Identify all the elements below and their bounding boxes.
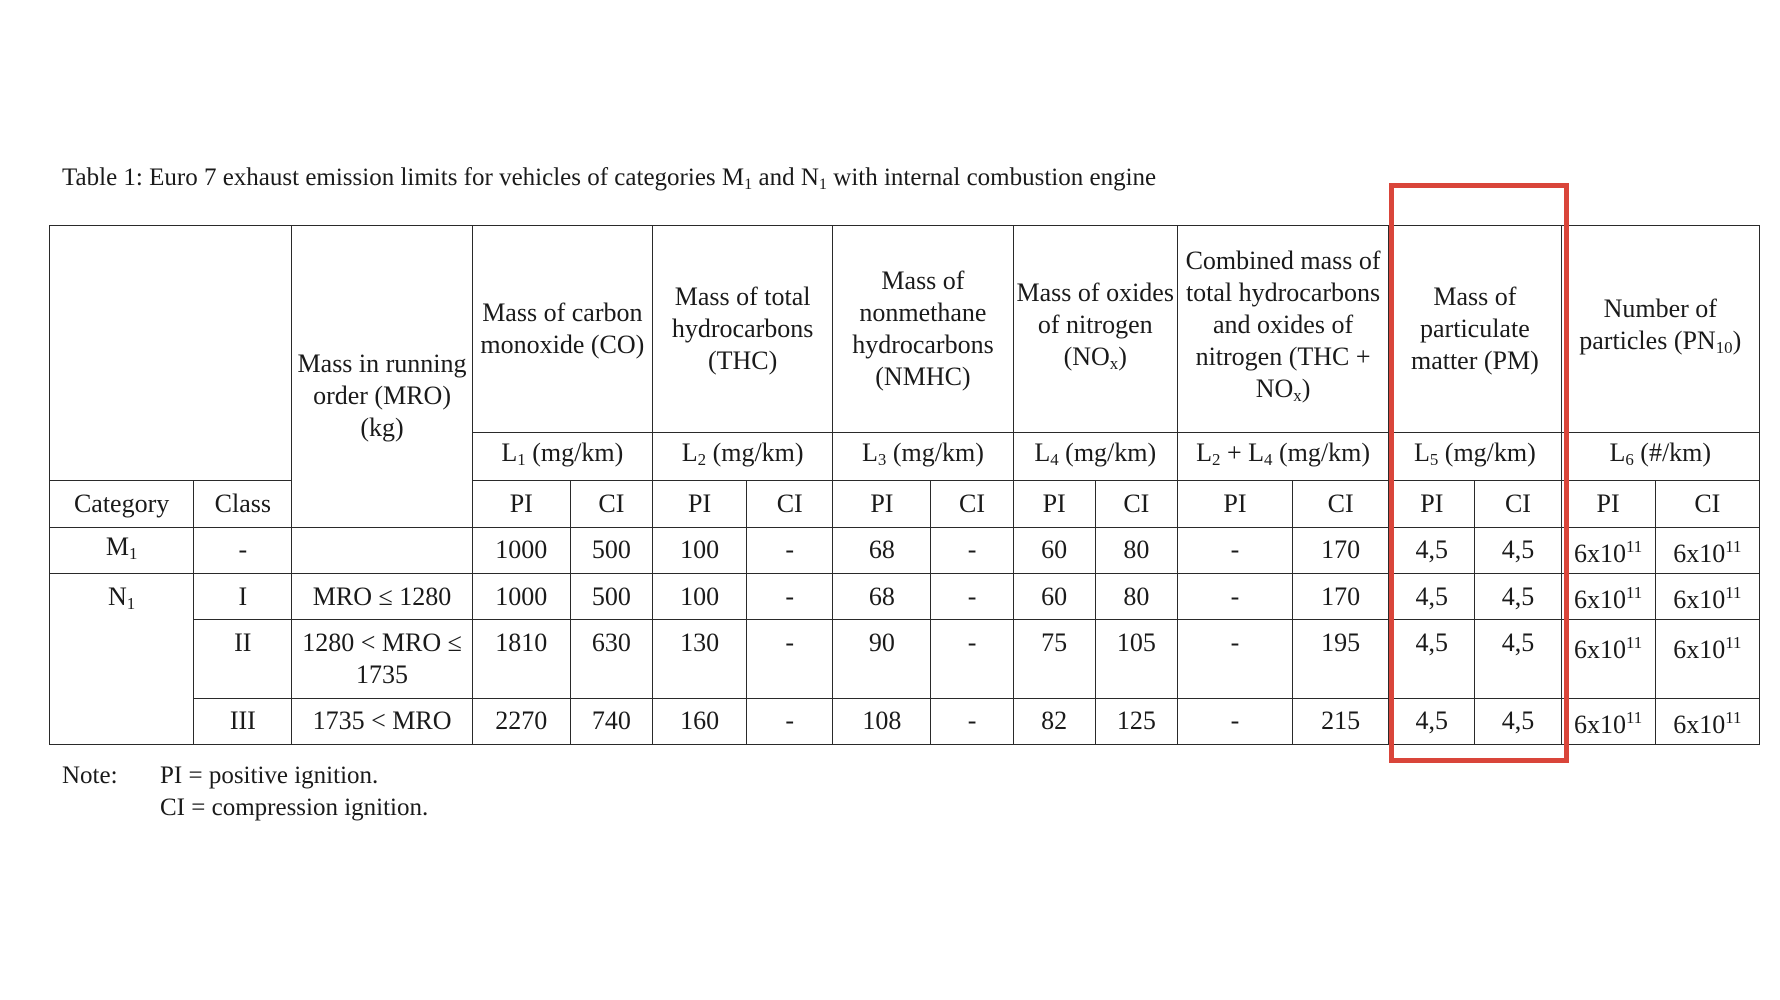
- value-cell: 170: [1293, 527, 1389, 573]
- value-cell: -: [1177, 573, 1292, 619]
- mro-cell: [292, 527, 472, 573]
- category-cell: $N_1$: [50, 573, 194, 744]
- col-header-thc-nox: Combined mass of total hydrocarbons and oxides of nitrogen $(THC + NO_x)$: [1177, 226, 1388, 433]
- category-cell: $M_1$: [50, 527, 194, 573]
- value-cell: 1810: [472, 620, 570, 698]
- note-label: Note:: [62, 762, 118, 789]
- col-header-pm: Mass of particulate matter (PM): [1389, 226, 1561, 433]
- blank-header-cell: [50, 226, 292, 481]
- value-cell: 500: [570, 527, 652, 573]
- value-cell: 125: [1095, 698, 1177, 744]
- value-cell: 60: [1013, 573, 1095, 619]
- value-cell: $6x10^{11}$: [1561, 698, 1655, 744]
- ci-header: CI: [570, 481, 652, 527]
- table-row: [50, 698, 1760, 744]
- value-cell: -: [931, 573, 1013, 619]
- class-cell: II: [194, 620, 292, 698]
- value-cell: 1000: [472, 527, 570, 573]
- unit-l2-l4: $L_2 + L_4$ (mg/km): [1177, 433, 1388, 481]
- pi-header: PI: [1389, 481, 1475, 527]
- table-row: [50, 620, 1760, 698]
- value-cell: 500: [570, 573, 652, 619]
- value-cell: 60: [1013, 527, 1095, 573]
- value-cell: 105: [1095, 620, 1177, 698]
- pi-header: PI: [1177, 481, 1292, 527]
- value-cell: 100: [652, 527, 746, 573]
- value-cell: -: [747, 573, 833, 619]
- unit-l6: $L_6$ (#/km): [1561, 433, 1759, 481]
- emission-limits-table: [49, 225, 1760, 745]
- value-cell: 2270: [472, 698, 570, 744]
- value-cell: -: [931, 527, 1013, 573]
- value-cell: $6x10^{11}$: [1561, 620, 1655, 698]
- value-cell: $6x10^{11}$: [1561, 527, 1655, 573]
- unit-l3: $L_3$ (mg/km): [833, 433, 1013, 481]
- value-cell: 215: [1293, 698, 1389, 744]
- value-cell: 4,5: [1389, 573, 1475, 619]
- value-cell: $6x10^{11}$: [1655, 573, 1759, 619]
- col-header-nox: Mass of oxides of nitrogen $(NO_x)$: [1013, 226, 1177, 433]
- value-cell: 630: [570, 620, 652, 698]
- value-cell: 68: [833, 573, 931, 619]
- value-cell: 195: [1293, 620, 1389, 698]
- value-cell: 80: [1095, 573, 1177, 619]
- value-cell: -: [747, 527, 833, 573]
- value-cell: 90: [833, 620, 931, 698]
- value-cell: 130: [652, 620, 746, 698]
- value-cell: 80: [1095, 527, 1177, 573]
- value-cell: 4,5: [1475, 527, 1561, 573]
- value-cell: $6x10^{11}$: [1655, 620, 1759, 698]
- table-row: [50, 527, 1760, 573]
- table-caption: Table 1: Euro 7 exhaust emission limits for vehicles of categories $M_1$ and $N_1$ with internal combustion engine: [62, 164, 1157, 194]
- value-cell: 100: [652, 573, 746, 619]
- value-cell: -: [931, 698, 1013, 744]
- mro-cell: 1280 < MRO ≤ 1735: [292, 620, 472, 698]
- value-cell: 4,5: [1389, 620, 1475, 698]
- ci-header: CI: [1475, 481, 1561, 527]
- mro-cell: 1735 < MRO: [292, 698, 472, 744]
- unit-l2: $L_2$ (mg/km): [652, 433, 832, 481]
- unit-l4: $L_4$ (mg/km): [1013, 433, 1177, 481]
- unit-l5: $L_5$ (mg/km): [1389, 433, 1561, 481]
- value-cell: 108: [833, 698, 931, 744]
- value-cell: 4,5: [1475, 573, 1561, 619]
- value-cell: $6x10^{11}$: [1655, 527, 1759, 573]
- note-line-ci: CI = compression ignition.: [160, 794, 429, 821]
- value-cell: -: [1177, 698, 1292, 744]
- value-cell: 75: [1013, 620, 1095, 698]
- ci-header: CI: [1095, 481, 1177, 527]
- ci-header: CI: [931, 481, 1013, 527]
- table-row: [50, 573, 1760, 619]
- ci-header: CI: [1655, 481, 1759, 527]
- value-cell: $6x10^{11}$: [1655, 698, 1759, 744]
- value-cell: 4,5: [1389, 527, 1475, 573]
- value-cell: -: [1177, 527, 1292, 573]
- value-cell: -: [1177, 620, 1292, 698]
- value-cell: 170: [1293, 573, 1389, 619]
- col-header-thc: Mass of total hydrocarbons (THC): [652, 226, 832, 433]
- value-cell: -: [747, 698, 833, 744]
- value-cell: 4,5: [1475, 698, 1561, 744]
- value-cell: 82: [1013, 698, 1095, 744]
- class-cell: III: [194, 698, 292, 744]
- value-cell: 4,5: [1389, 698, 1475, 744]
- ci-header: CI: [1293, 481, 1389, 527]
- note-line-pi: PI = positive ignition.: [160, 762, 379, 789]
- col-header-nmhc: Mass of nonmethane hydrocarbons (NMHC): [833, 226, 1013, 433]
- pi-header: PI: [472, 481, 570, 527]
- value-cell: 160: [652, 698, 746, 744]
- class-cell: -: [194, 527, 292, 573]
- value-cell: $6x10^{11}$: [1561, 573, 1655, 619]
- pi-header: PI: [833, 481, 931, 527]
- unit-l1: $L_1$ (mg/km): [472, 433, 652, 481]
- col-header-mro: Mass in running order (MRO) (kg): [292, 226, 472, 528]
- value-cell: -: [747, 620, 833, 698]
- col-header-co: Mass of carbon monoxide (CO): [472, 226, 652, 433]
- pi-header: PI: [1013, 481, 1095, 527]
- col-header-pn: Number of particles $(PN_{10})$: [1561, 226, 1759, 433]
- category-header: Category: [50, 481, 194, 527]
- value-cell: 740: [570, 698, 652, 744]
- pi-header: PI: [652, 481, 746, 527]
- class-header: Class: [194, 481, 292, 527]
- mro-cell: MRO ≤ 1280: [292, 573, 472, 619]
- value-cell: 4,5: [1475, 620, 1561, 698]
- value-cell: 1000: [472, 573, 570, 619]
- ci-header: CI: [747, 481, 833, 527]
- class-cell: I: [194, 573, 292, 619]
- value-cell: -: [931, 620, 1013, 698]
- pi-header: PI: [1561, 481, 1655, 527]
- value-cell: 68: [833, 527, 931, 573]
